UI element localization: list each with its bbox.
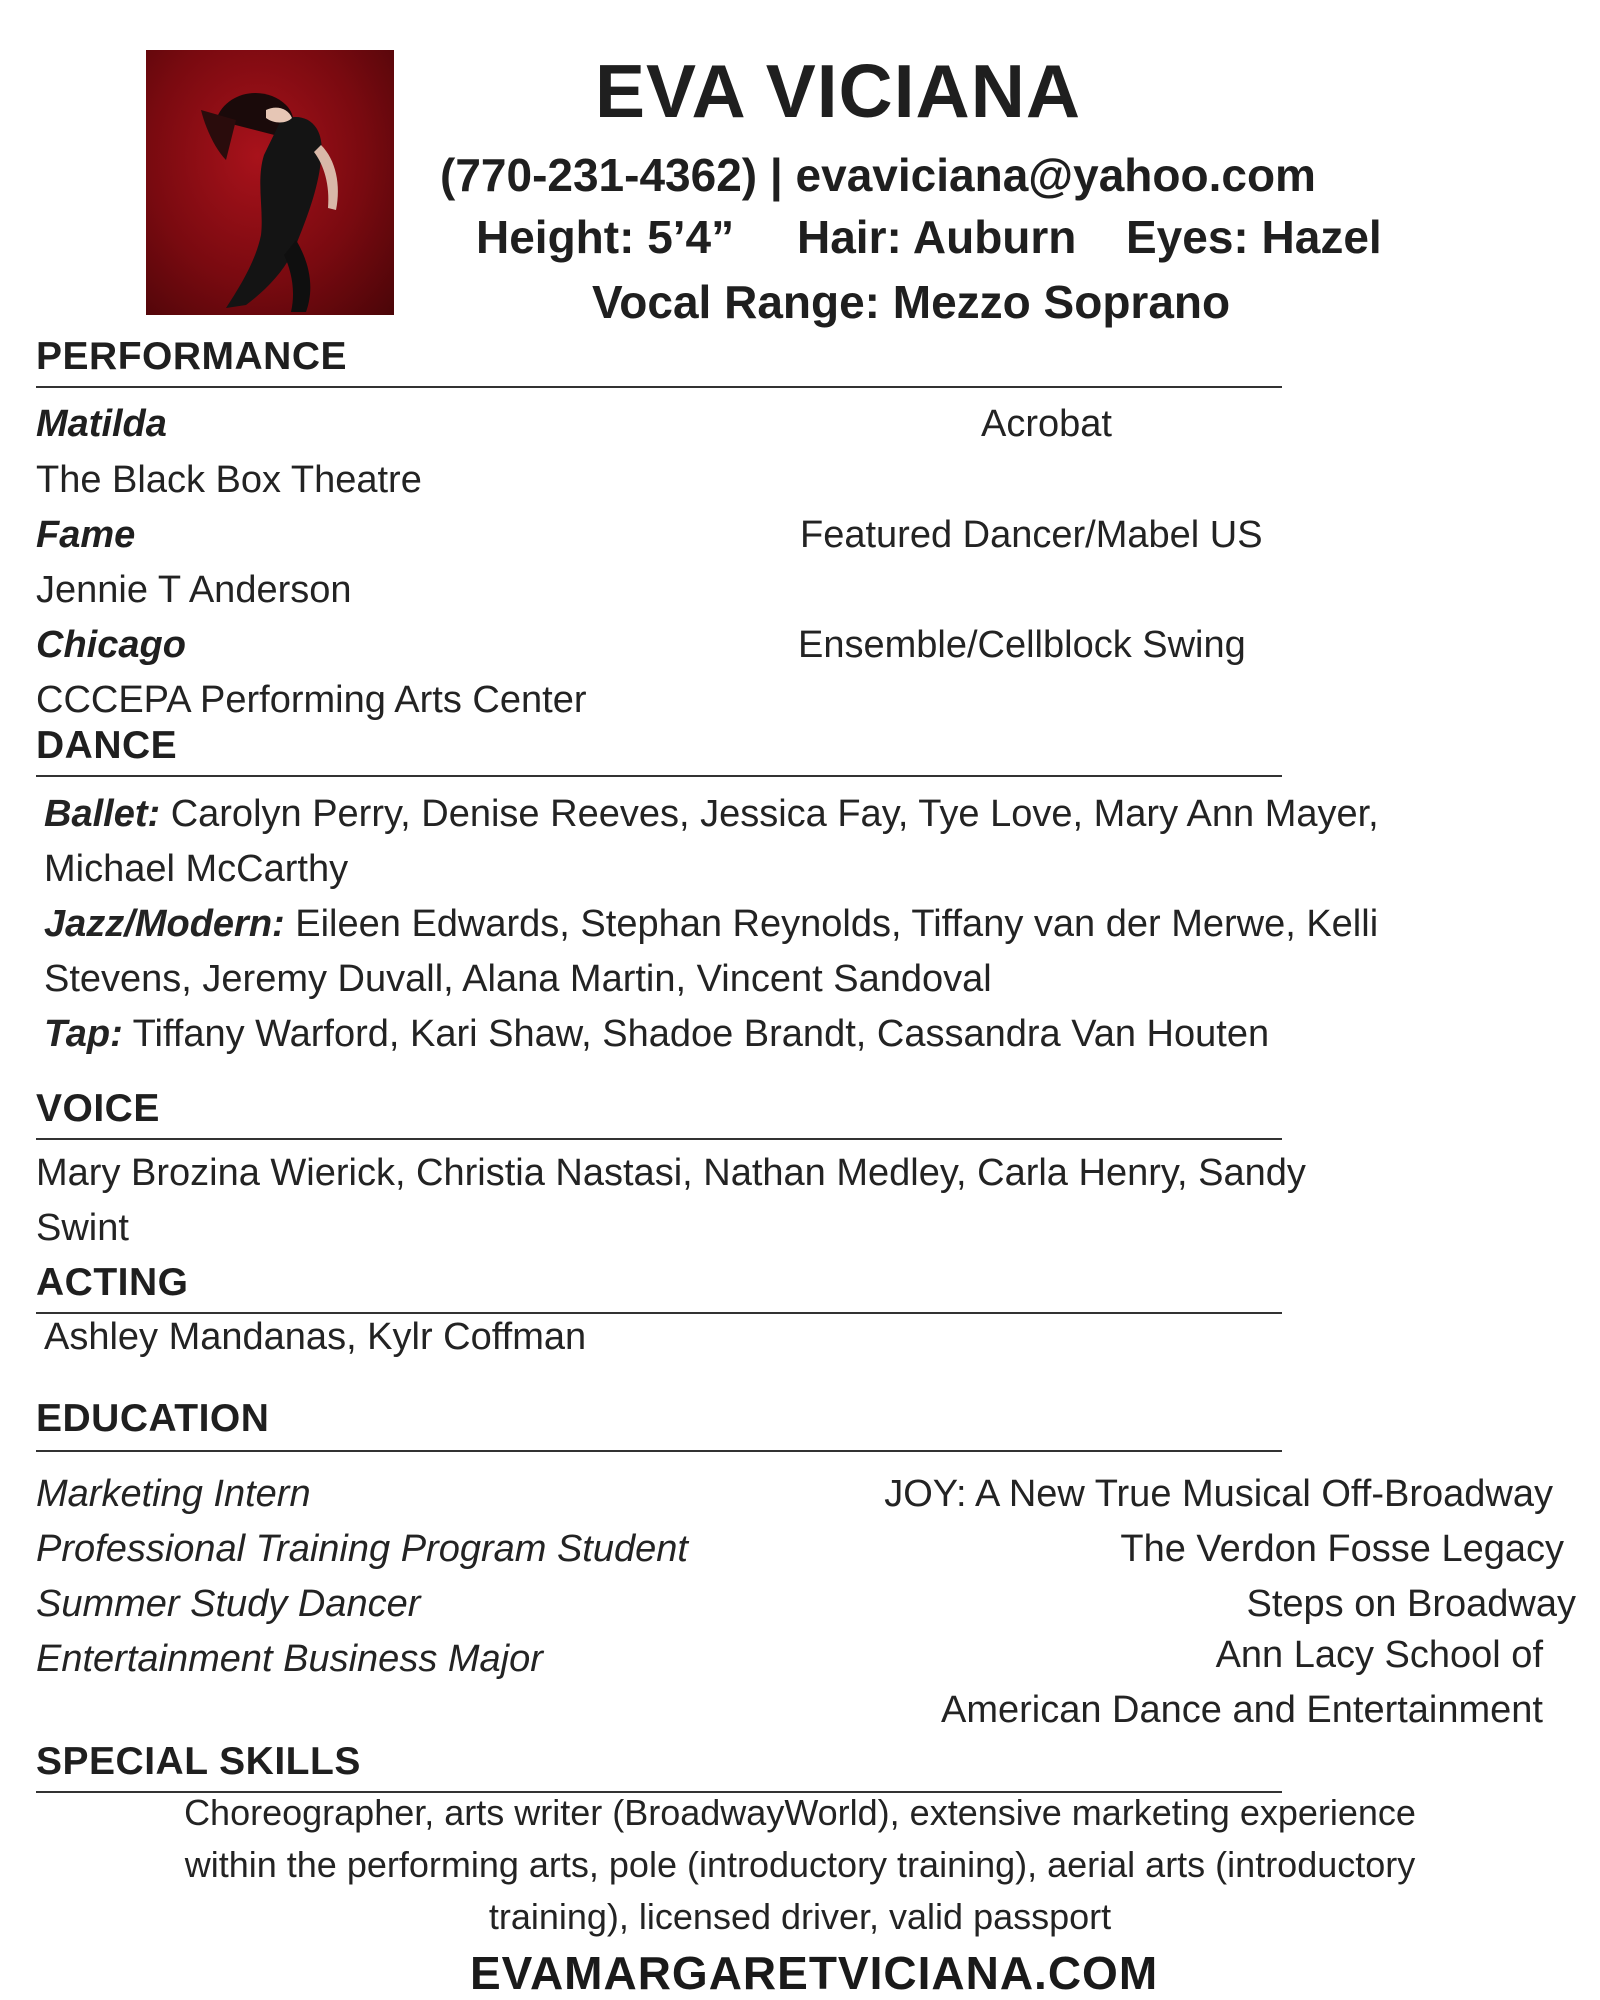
ballet-label: Ballet:: [44, 793, 161, 835]
credit-show: Fame: [36, 514, 136, 556]
section-divider: [36, 1450, 1282, 1452]
jazz-teachers-cont: Stevens, Jeremy Duvall, Alana Martin, Vincent Sandoval: [44, 958, 992, 1000]
voice-heading: VOICE: [36, 1087, 160, 1130]
special-skills-text: [40, 1787, 1560, 1943]
skills-line: training), licensed driver, valid passport: [488, 1896, 1112, 1937]
credit-role: Featured Dancer/Mabel US: [800, 514, 1263, 556]
education-heading: EDUCATION: [36, 1397, 270, 1440]
dancer-figure-icon: [146, 50, 394, 315]
education-org: Steps on Broadway: [1246, 1583, 1576, 1625]
voice-teachers-cont: Swint: [36, 1207, 129, 1249]
contact-line: (770-231-4362) | evaviciana@yahoo.com: [440, 149, 1316, 201]
voice-teachers: Mary Brozina Wierick, Christia Nastasi, Nathan Medley, Carla Henry, Sandy: [36, 1152, 1306, 1194]
section-divider: [36, 1312, 1282, 1314]
education-org: The Verdon Fosse Legacy: [1120, 1528, 1564, 1570]
credit-role: Acrobat: [981, 403, 1112, 445]
tap-teachers: [44, 1013, 1269, 1056]
education-org: American Dance and Entertainment: [941, 1689, 1543, 1731]
ballet-teachers: [44, 793, 1379, 836]
headshot-photo: [146, 50, 394, 315]
education-org: JOY: A New True Musical Off-Broadway: [884, 1473, 1553, 1515]
website-link[interactable]: EVAMARGARETVICIANA.COM: [470, 1947, 1159, 1999]
credit-venue: The Black Box Theatre: [36, 459, 422, 501]
credit-venue: Jennie T Anderson: [36, 569, 352, 611]
dance-heading: DANCE: [36, 724, 178, 767]
jazz-names: Eileen Edwards, Stephan Reynolds, Tiffany van der Merwe, Kelli: [284, 903, 1379, 945]
credit-venue: CCCEPA Performing Arts Center: [36, 679, 587, 721]
education-org: Ann Lacy School of: [1215, 1634, 1543, 1676]
special-skills-heading: SPECIAL SKILLS: [36, 1740, 361, 1783]
skills-line: within the performing arts, pole (introductory training), aerial arts (introductory: [184, 1844, 1416, 1885]
credit-show: Matilda: [36, 403, 167, 445]
credit-show: Chicago: [36, 624, 186, 666]
ballet-teachers-cont: Michael McCarthy: [44, 848, 349, 890]
height-stat: Height: 5’4”: [476, 211, 735, 263]
tap-names: Tiffany Warford, Kari Shaw, Shadoe Brandt, Cassandra Van Houten: [122, 1013, 1270, 1055]
skills-line: Choreographer, arts writer (BroadwayWorld), extensive marketing experience: [184, 1792, 1416, 1833]
section-divider: [36, 386, 1282, 388]
section-divider: [36, 775, 1282, 777]
jazz-label: Jazz/Modern:: [44, 903, 285, 945]
acting-teachers: Ashley Mandanas, Kylr Coffman: [44, 1316, 587, 1358]
vocal-range: Vocal Range: Mezzo Soprano: [592, 276, 1231, 328]
ballet-names: Carolyn Perry, Denise Reeves, Jessica Fay, Tye Love, Mary Ann Mayer,: [160, 793, 1379, 835]
performance-heading: PERFORMANCE: [36, 335, 348, 378]
eyes-stat: Eyes: Hazel: [1126, 211, 1382, 263]
education-role: Summer Study Dancer: [36, 1583, 421, 1625]
acting-heading: ACTING: [36, 1261, 189, 1304]
education-role: Marketing Intern: [36, 1473, 311, 1515]
education-role: Professional Training Program Student: [36, 1528, 688, 1570]
credit-role: Ensemble/Cellblock Swing: [798, 624, 1246, 666]
jazz-teachers: [44, 903, 1378, 946]
education-role: Entertainment Business Major: [36, 1638, 543, 1680]
section-divider: [36, 1138, 1282, 1140]
tap-label: Tap:: [44, 1013, 123, 1055]
candidate-name: EVA VICIANA: [595, 49, 1082, 133]
hair-stat: Hair: Auburn: [797, 211, 1077, 263]
